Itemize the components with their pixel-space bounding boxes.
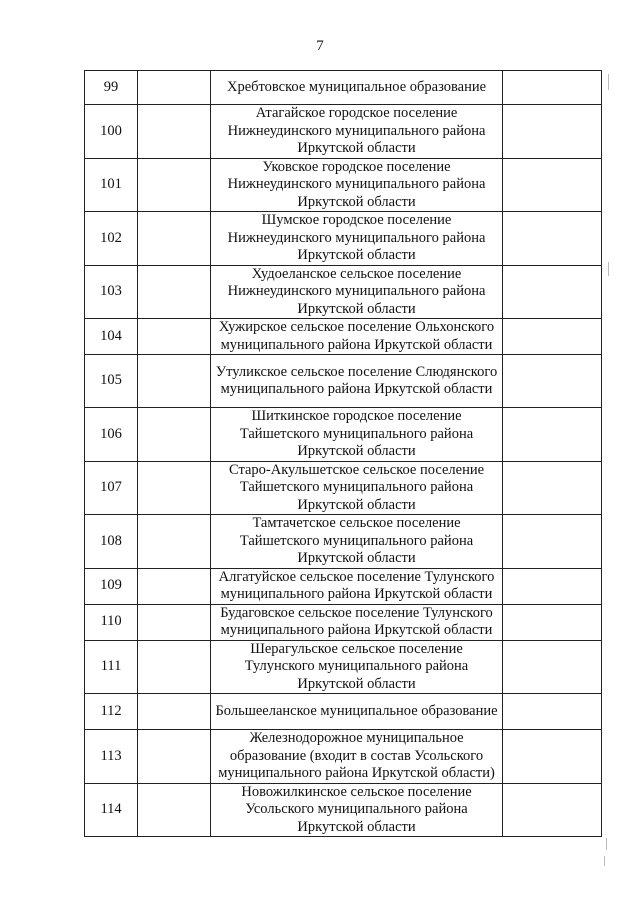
row-number: 108: [85, 515, 138, 569]
municipality-name: Утуликское сельское поселение Слюдянского муниципального района Иркутской области: [211, 355, 503, 408]
table-row: [85, 319, 602, 355]
municipality-name: Тамтачетское сельское поселение Тайшетского муниципального района Иркутской области: [211, 515, 503, 569]
municipality-name: Железнодорожное муниципальное образование (входит в состав Усольского муниципального района Иркутской области): [211, 730, 503, 784]
table-row: [85, 461, 602, 515]
municipality-name: Алгатуйское сельское поселение Тулунского муниципального района Иркутской области: [211, 568, 503, 604]
empty-cell: [502, 730, 601, 784]
table-row: [85, 212, 602, 266]
empty-cell: [502, 408, 601, 462]
empty-cell: [138, 604, 211, 640]
table-row: [85, 105, 602, 159]
empty-cell: [138, 105, 211, 159]
municipality-table: [84, 70, 602, 837]
table-row: [85, 694, 602, 730]
empty-cell: [138, 461, 211, 515]
empty-cell: [138, 408, 211, 462]
row-number: 106: [85, 408, 138, 462]
table-row: [85, 640, 602, 694]
row-number: 104: [85, 319, 138, 355]
empty-cell: [138, 158, 211, 212]
empty-cell: [502, 461, 601, 515]
table-row: [85, 408, 602, 462]
empty-cell: [138, 640, 211, 694]
row-number: 110: [85, 604, 138, 640]
municipality-name: Хужирское сельское поселение Ольхонского муниципального района Иркутской области: [211, 319, 503, 355]
empty-cell: [138, 265, 211, 319]
municipality-name: Будаговское сельское поселение Тулунского муниципального района Иркутской области: [211, 604, 503, 640]
empty-cell: [502, 319, 601, 355]
empty-cell: [502, 158, 601, 212]
empty-cell: [138, 730, 211, 784]
row-number: 112: [85, 694, 138, 730]
empty-cell: [138, 319, 211, 355]
municipality-name: Хребтовское муниципальное образование: [211, 71, 503, 105]
row-number: 113: [85, 730, 138, 784]
municipality-name: Старо-Акульшетское сельское поселение Тайшетского муниципального района Иркутской области: [211, 461, 503, 515]
municipality-name: Большееланское муниципальное образование: [211, 694, 503, 730]
empty-cell: [502, 265, 601, 319]
empty-cell: [502, 515, 601, 569]
row-number: 100: [85, 105, 138, 159]
row-number: 109: [85, 568, 138, 604]
empty-cell: [502, 604, 601, 640]
municipality-name: Уковское городское поселение Нижнеудинского муниципального района Иркутской области: [211, 158, 503, 212]
page-number: 7: [316, 38, 324, 54]
empty-cell: [502, 212, 601, 266]
row-number: 101: [85, 158, 138, 212]
row-number: 105: [85, 355, 138, 408]
table-row: [85, 515, 602, 569]
empty-cell: [502, 783, 601, 837]
scan-artifact-line: [604, 856, 605, 866]
empty-cell: [138, 515, 211, 569]
row-number: 107: [85, 461, 138, 515]
row-number: 114: [85, 783, 138, 837]
empty-cell: [502, 694, 601, 730]
municipality-name: Шерагульское сельское поселение Тулунского муниципального района Иркутской области: [211, 640, 503, 694]
empty-cell: [502, 105, 601, 159]
municipality-name: Новожилкинское сельское поселение Усольского муниципального района Иркутской области: [211, 783, 503, 837]
municipality-name: Шумское городское поселение Нижнеудинского муниципального района Иркутской области: [211, 212, 503, 266]
empty-cell: [138, 71, 211, 105]
table-row: [85, 783, 602, 837]
empty-cell: [138, 355, 211, 408]
scan-artifact-line: [608, 74, 609, 90]
empty-cell: [502, 71, 601, 105]
table-row: [85, 71, 602, 105]
table-row: [85, 730, 602, 784]
empty-cell: [138, 568, 211, 604]
municipality-name: Худоеланское сельское поселение Нижнеудинского муниципального района Иркутской области: [211, 265, 503, 319]
empty-cell: [138, 212, 211, 266]
empty-cell: [138, 694, 211, 730]
row-number: 103: [85, 265, 138, 319]
scan-artifact-line: [606, 838, 607, 850]
table-row: [85, 265, 602, 319]
row-number: 99: [85, 71, 138, 105]
table-row: [85, 568, 602, 604]
empty-cell: [138, 783, 211, 837]
empty-cell: [502, 568, 601, 604]
empty-cell: [502, 355, 601, 408]
table-row: [85, 158, 602, 212]
row-number: 111: [85, 640, 138, 694]
row-number: 102: [85, 212, 138, 266]
table-row: [85, 355, 602, 408]
table-row: [85, 604, 602, 640]
scan-artifact-line: [608, 262, 609, 276]
municipality-name: Атагайское городское поселение Нижнеудинского муниципального района Иркутской области: [211, 105, 503, 159]
empty-cell: [502, 640, 601, 694]
municipality-name: Шиткинское городское поселение Тайшетского муниципального района Иркутской области: [211, 408, 503, 462]
